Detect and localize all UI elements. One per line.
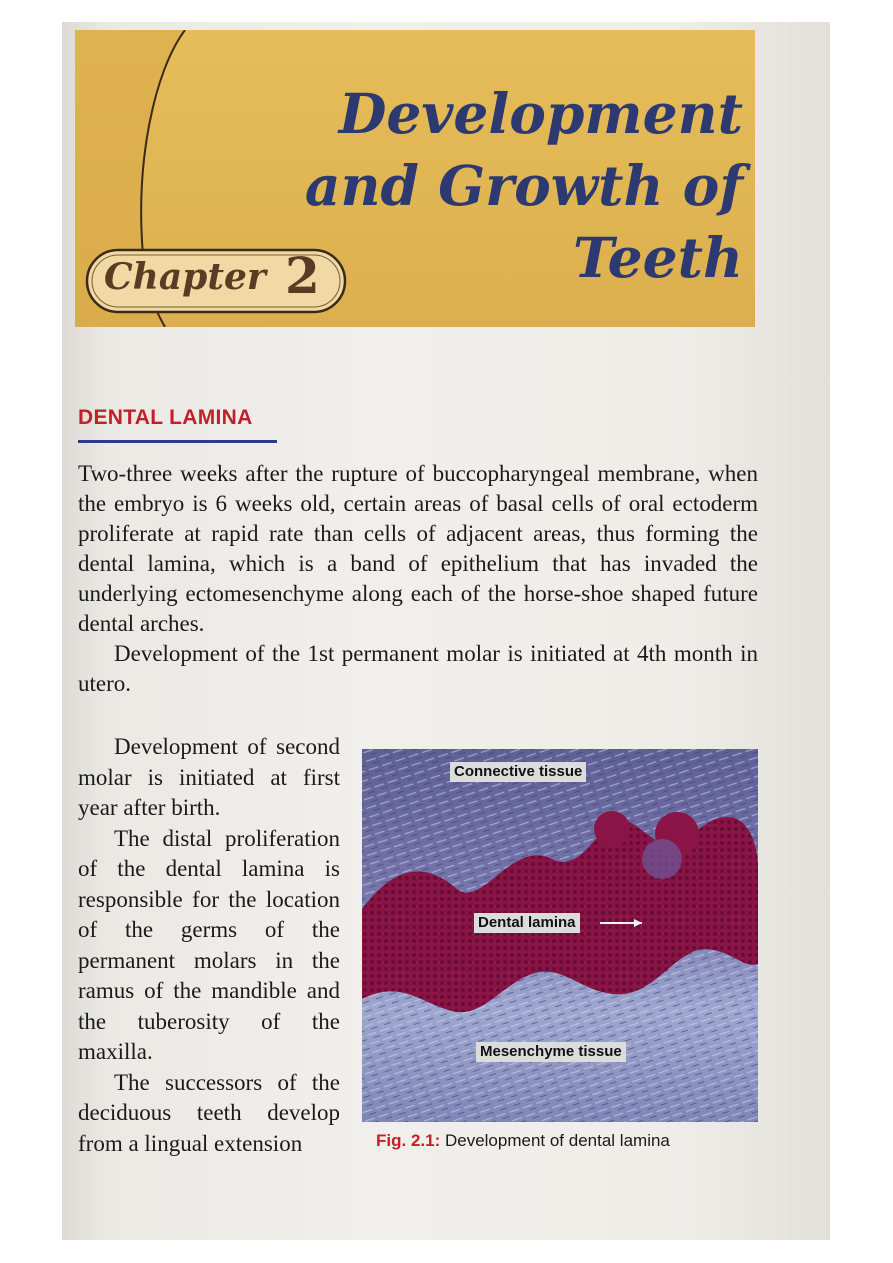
title-line-1: Development bbox=[338, 81, 743, 146]
micrograph-image bbox=[362, 749, 758, 1122]
chapter-label: Chapter bbox=[104, 256, 266, 298]
section-heading: DENTAL LAMINA bbox=[78, 406, 253, 429]
paragraph-2: Development of the 1st permanent molar is initiated at 4th month in utero. bbox=[78, 641, 758, 696]
paragraph-4: The distal proliferation of the dental lamina is responsible for the location of the germs of the permanent molars in the ramus of the mandible and the tuberosity of the maxilla. bbox=[78, 825, 340, 1064]
paragraph-1: Two-three weeks after the rupture of buccopharyngeal membrane, when the embryo is 6 weeks old, certain areas of basal cells of oral ectoderm proliferate at rapid rate than cells of adjacent areas, thus forming the dental lamina, which is a band of epithelium that has invaded the underlying ectomesenchyme along each of the horse-shoe shaped future dental arches. bbox=[78, 461, 758, 636]
left-column-text bbox=[78, 732, 340, 1159]
heading-underline bbox=[78, 440, 277, 443]
chapter-number: 2 bbox=[285, 246, 320, 305]
paragraph-3: Development of second molar is initiated at first year after birth. bbox=[78, 734, 340, 820]
chapter-badge bbox=[85, 248, 347, 314]
label-mesenchyme-tissue: Mesenchyme tissue bbox=[476, 1042, 626, 1062]
title-line-3: Teeth bbox=[573, 225, 743, 290]
label-dental-lamina: Dental lamina bbox=[474, 913, 580, 933]
figure-caption-text: Development of dental lamina bbox=[444, 1131, 670, 1150]
micrograph-figure bbox=[362, 749, 758, 1122]
figure-caption bbox=[376, 1131, 670, 1151]
body-text bbox=[78, 459, 758, 699]
paragraph-5: The successors of the deciduous teeth develop from a lingual extension bbox=[78, 1069, 340, 1156]
figure-number: Fig. 2.1: bbox=[376, 1131, 441, 1150]
title-line-2: and Growth of bbox=[304, 153, 743, 218]
label-connective-tissue: Connective tissue bbox=[450, 762, 586, 782]
